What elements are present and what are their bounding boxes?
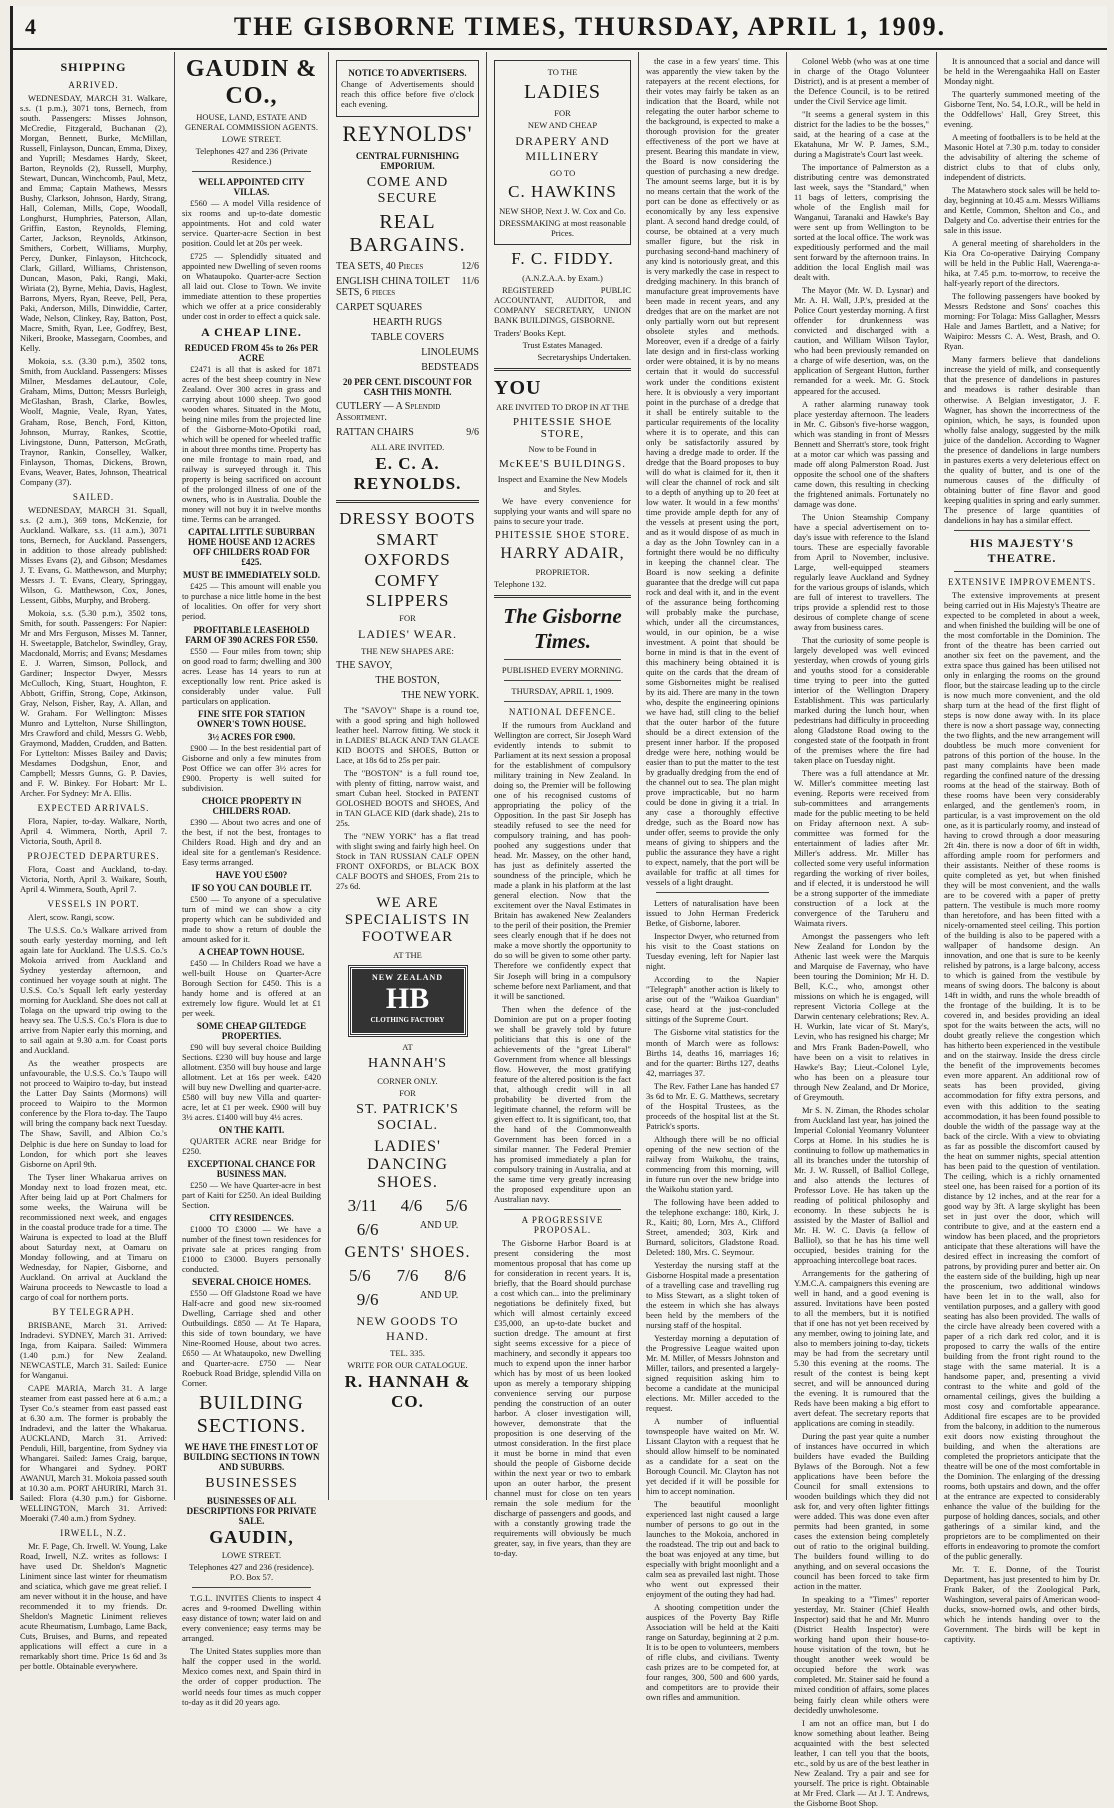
columns bbox=[13, 52, 1107, 1808]
ad-display-heading: WE ARE SPECIALISTS IN FOOTWEAR bbox=[344, 895, 471, 946]
price-row bbox=[336, 1196, 479, 1216]
article-text: During the past year quite a number of instances have occurred in which builders have evaded the Building Bylaws of the Borough. Not a few applications have been before the Council for small extensions to wooden buildings which they did not ask for, and very often lighter fittings were added. This was done even after permits had been granted, in some cases the extension being completely out of ratio to the original building. The builders found willing to do anything, and on several occasions the council has been forced to take firm action in the matter. bbox=[794, 1431, 929, 1592]
logo-text: NEW ZEALAND bbox=[371, 973, 444, 983]
ad-text: We have every convenience for supplying your wants and will spare no pains to secure your trade. bbox=[494, 496, 631, 527]
price: 5/6 bbox=[445, 1196, 468, 1216]
ad-firm-sub: HOUSE, LAND, ESTATE AND GENERAL COMMISSION AGENTS. bbox=[184, 112, 319, 132]
article-text: WEDNESDAY, MARCH 31. Walkare, s.s. (1 p.m.), 3071 tons, Bernech, from south. Passengers: Misses Johnson, McCredie, Fitzgerald, Buchanan (2), Morgan, Bennett, Burke, McMillan, Russell, Finlayson, Duncan, Emma, Dixey, and Yuprill; Mesdames Hardy, Skeet, Barton, Reynolds (2), Russell, Murphy, Stewart, Duncan, Winchcomb, Paul, Metz, and Emma; Captain Mathews, Messrs Bushy, Clarkson, Johnson, Hardy, Strang, Hall, Coleman, Mills, Cope, Woodall, Longhurst, Humphries, Paterson, Allan, Griffin, Easton, Reynolds, Fleming, Carter, Jackson, Reynolds, Atkinson, Smithers, Corbett, Williams, Murphy, Percy, Dunker, Finlayson, Hitchcock, Clark, Gillard, Williams, Christenson, Duncan, Mason, Paki, Rangi, Maki, Wiriata (2), Byrne, Mehia, Davis, Haglest, Barrons, Myers, Ryan, Reeve, Pell, Pera, Paki, Anderson, Mills, Dinwiddie, Carter, Wade, Nelson, Clinkey, Ray, Batton, Post, Macre, Smith, Ryan, Lee, Godfrey, Best, Nikeri, Brooke, Massegarn, Coombes, and Kelly. bbox=[20, 93, 167, 354]
ad-firm-name: PHITESSIE SHOE STORE. bbox=[495, 530, 630, 542]
ad-text: QUARTER ACRE near Bridge for £250. bbox=[182, 1136, 321, 1157]
article-heading: A PROGRESSIVE PROPOSAL. bbox=[521, 1214, 604, 1235]
item-line bbox=[336, 660, 479, 671]
price: 9/6 bbox=[356, 1290, 379, 1310]
column-shipping bbox=[13, 52, 175, 1672]
logo-text: HB bbox=[385, 982, 430, 1016]
article-text: According to the Napier "Telegraph" another action is likely to arise out of the "Waikoa Guardian" case, heard at the just-concluded sittings of the Supreme Court. bbox=[646, 974, 779, 1025]
divider bbox=[504, 701, 621, 702]
item-name: BEDSTEADS bbox=[421, 362, 479, 374]
price-line bbox=[336, 276, 479, 298]
ad-firm-name: GAUDIN, bbox=[209, 1527, 294, 1548]
ad-text: FOR bbox=[399, 613, 416, 624]
ad-text: The "NEW YORK" has a flat tread with slight swing and fairly high heel. On Stock in TAN RUSSIAN CALF OPEN FRONT OXFORDS, or BLACK BOX CALF BOOTS and SHOES, From 21s to 27s 6d. bbox=[336, 831, 479, 892]
notice-text: Change of Advertisements should reach this office before five o'clock each evening. bbox=[341, 79, 474, 110]
ad-text: The "SAVOY" Shape is a round toe, with a good spring and high hollowed leather heel. Narrow fitting. We stock it in LADIES' BLACK AND TAN GLACE KID BOOTS and SHOES, Button or Lace, at 18s 6d to 25s per pair. bbox=[336, 705, 479, 766]
ad-firm-name: REYNOLDS' bbox=[342, 121, 473, 147]
article-text: Inspector Dwyer, who returned from his visit to the Coast stations on Tuesday evening, left for Napier last night. bbox=[646, 931, 779, 972]
article-text: The United States supplies more than half the copper used in the world. Mexico comes next, and Spain third in the order of copper production. The world needs four times as much copper to-day as it did 20 years ago. bbox=[182, 1646, 321, 1707]
ad-text: THE NEW SHAPES ARE: bbox=[361, 646, 454, 657]
ad-heading: SOME CHEAP GILTEDGE PROPERTIES. bbox=[196, 1020, 307, 1041]
ad-heading: CITY RESIDENCES. bbox=[209, 1213, 294, 1224]
article-heading: NATIONAL DEFENCE. bbox=[508, 707, 617, 718]
column-news-3 bbox=[937, 52, 1107, 1645]
ad-text: REGISTERED PUBLIC ACCOUNTANT, AUDITOR, and COMPANY SECRETARY, UNION BANK BUILDINGS, GISBORNE. bbox=[494, 285, 631, 326]
article-text: That the curiosity of some people is largely developed was well evinced yesterday, when crowds of young girls and youths stood for a considerable time trying to peer into the gutted interior of the Wellington Drapery Establishment. This was particularly marked during the lunch hour, when pedestrians had difficulty in proceeding along Gladstone Road owing to the congested state of the footpath in front of the premises where the fire had taken place on Tuesday night. bbox=[794, 634, 929, 766]
divider bbox=[504, 1209, 621, 1210]
heading-telegraph: BY TELEGRAPH. bbox=[52, 1306, 135, 1317]
item-line bbox=[336, 690, 479, 701]
publication-note: PUBLISHED EVERY MORNING. bbox=[501, 665, 624, 676]
article-subheading: EXTENSIVE IMPROVEMENTS. bbox=[948, 576, 1096, 587]
heading-expected: EXPECTED ARRIVALS. bbox=[37, 803, 150, 814]
article-text: A general meeting of shareholders in the Kia Ora Co-operative Dairying Company will be held in the Public Hall, Waerenga-a-hika, at 7.45 p.m. to-morrow, to receive the half-yearly report of the directors. bbox=[944, 238, 1100, 289]
ad-text: GO TO bbox=[549, 168, 576, 178]
article-text: Alert, scow. Rangi, scow. bbox=[28, 912, 115, 923]
ad-firm-name: E. C. A. REYNOLDS. bbox=[353, 454, 462, 494]
column-news-1 bbox=[639, 52, 787, 1703]
clothing-factory-logo bbox=[349, 966, 467, 1036]
item-line bbox=[336, 362, 479, 373]
article-text: The Tyser liner Whakarua arrives on Monday next to load frozen meat, etc. After being laid up at Port Chalmers for some weeks, the Wairuna will be recommissioned next week, and engages in the coastal produce trade for a time. The Wairuna is expected to load at the Bluff about Saturday next, at Oamaru on Monday following, and at Timaru on Wednesday, for Napier, Gisborne, and Auckland. On arrival at Auckland the Wairuna proceeds to Newcastle to load a cargo of coal for northern ports. bbox=[20, 1171, 167, 1302]
article-text: BRISBANE, March 31. Arrived: Indradevi. SYDNEY, March 31. Arrived: Inga, from Kaipara. Sailed: Wimmera (1.40 p.m.) for New Zealand. NEWCASTLE, March 31. Sailed: Eunice for Wanganui. bbox=[20, 1319, 167, 1380]
article-text: Flora, Coast and Auckland, to-day. Victoria, North, April 3. Waikare, South, April 4. Wimmera, South, April 7. bbox=[20, 864, 167, 895]
ad-firm-name: GAUDIN & CO., bbox=[185, 56, 318, 109]
ad-text: £450 — In Childers Road we have a well-built House on Quarter-Acre Borough Section for £450. This is a handy home and is offered at an extremely low figure. Would let at £1 per week. bbox=[182, 957, 321, 1018]
ad-text: £390 — About two acres and one of the best, if not the best, frontages to Childers Road. High and dry and an ideal site for a gentleman's Residence. Easy terms arranged. bbox=[182, 816, 321, 867]
article-text: A number of influential townspeople have waited on Mr. W. Lissant Clayton with a request that he should allow himself to be nominated as a candidate for a seat on the Borough Council. Mr. Clayton has not yet decided if it will be possible for him to accept nomination. bbox=[646, 1416, 779, 1497]
ad-display-heading: DRESSY BOOTS bbox=[339, 509, 476, 529]
ad-firm-address: LOWE STREET. bbox=[221, 1550, 282, 1561]
column-gaudin-ad bbox=[175, 52, 329, 1707]
article-text: In speaking to a "Times" reporter yesterday, Mr. Stainer (Chief Health Inspector) said that he and Mr. Munro (District Health Inspector) were working hand upon their house-to-house visitation of the town, but he thought another week would be occupied before the work was completed. Mr. Stainer said he found a mixed condition of affairs, some places being fairly clean while others were decidedly unwholesome. bbox=[794, 1594, 929, 1715]
ad-display-heading: ST. PATRICK'S SOCIAL. bbox=[356, 1102, 459, 1134]
article-text: A rather alarming runaway took place yesterday afternoon. The leaders in Mr. C. Gibson's five-horse waggon, which was standing in front of Messrs Bennett and Sherratt's store, took fright at a motor car which was passing and made off along Palmerston Road. Just opposite the school one of the shafters came down, this resulting in checking the frightened animals. Fortunately no damage was done. bbox=[794, 398, 929, 509]
ad-text: £550 — Four miles from town; ship on good road to farm; dwelling and 300 acres. Lease has 14 years to run at exceptionally low rent. Price asked is considerably under value. Full particulars on application. bbox=[182, 645, 321, 706]
article-text: Amongst the passengers who left New Zealand for London by the Athenic last week were the Marquis and Marquise de Favernay, who have been touring the Dominion; Mr H. D. Bell, K.C., who, amongst other missions on which he is engaged, will represent Victoria College at the Darwin centenary celebrations; Rev. A. H. Wurkin, late vicar of St. Mary's, Levin, who has resigned his charge; Mr and Mrs Frank Baden-Powell, who have been on a visit to relatives in Hawke's Bay; Lieut.-Colonel Lyle, who has been on a pleasure tour through New Zealand, and Dr Morice, of Greymouth. bbox=[794, 931, 929, 1102]
ad-text: DRESSMAKING at most reasonable Prices. bbox=[499, 218, 626, 238]
ad-display-heading: COME AND SECURE bbox=[366, 175, 449, 207]
article-text: Yesterday morning a deputation of the Progressive League waited upon Mr. M. Miller, of Messrs Johnston and Miller, tailors, and presented a largely-signed requisition asking him to become a candidate at the municipal elections. Mr. Miller acceded to the request. bbox=[646, 1332, 779, 1414]
article-text: Arrangements for the gathering of Y.M.C.A. campaigners this evening are well in hand, and a good evening is assured. Invitations have been posted to all the members, but it is notified that if one has not yet been received by any member, owing to joining late, and also to members joining to-day, tickets may be had from the secretary until 5.30 this evening at the rooms. The result of the contest is being kept secret, and will be announced during the evening. It is rumoured that the Reds have been making a big effort to avert defeat. The secretary reports that applications are coming in steadily. bbox=[794, 1267, 929, 1429]
heading-arrived: ARRIVED. bbox=[68, 80, 119, 90]
article-heading: HIS MAJESTY'S THEATRE. bbox=[969, 535, 1075, 565]
ad-heading: FINE SITE FOR STATION OWNER'S TOWN HOUSE. bbox=[197, 708, 306, 729]
ad-text: FOR bbox=[399, 1088, 416, 1099]
item-name: THE SAVOY, bbox=[336, 660, 393, 672]
page-number: 4 bbox=[25, 14, 36, 39]
ad-display-heading: DRAPERY AND MILLINERY bbox=[515, 134, 610, 163]
price: 3/11 bbox=[347, 1196, 378, 1216]
masthead bbox=[13, 6, 1107, 50]
ad-display-heading: LADIES' DANCING SHOES. bbox=[367, 1138, 448, 1192]
ad-heading: SEVERAL CHOICE HOMES. bbox=[192, 1277, 311, 1288]
ad-text: AT THE bbox=[393, 950, 422, 961]
ad-subheading: 20 PER CENT. DISCOUNT FOR CASH THIS MONTH. bbox=[343, 377, 472, 398]
ad-text: ARE INVITED TO DROP IN AT THE bbox=[496, 402, 629, 413]
article-text: The Union Steamship Company have a special advertisement on to-day's issue with reference to the Island tours. These are especially favorable from April to November, inclusive. Large, well-equipped steamers regularly leave Auckland and Sydney for the various groups of islands, which are full of interest to travellers. The trips provide a splendid rest to those desirous of complete change of scene away from business cares. bbox=[794, 511, 929, 632]
article-text: A shooting competition under the auspices of the Poverty Bay Rifle Association will be held at the Kaiti range on Saturday, beginning at 2 p.m. It is to be open to volunteers, members of rifle clubs, and civilians. Twenty cash prizes are to be competed for, at four ranges, 300, 500 and 600 yards, and competitors are to provide their own rifles and ammunition. bbox=[646, 1602, 779, 1703]
ad-text: NEW AND CHEAP bbox=[527, 120, 598, 130]
heading-irwell: IRWELL, N.Z. bbox=[60, 1528, 127, 1539]
article-text: CAPE MARIA, March 31. A large steamer from east passed here at 6 a.m.; a Tyser Co.'s steamer from east passed east at 6.30 a.m. The former is probably the Indradevi, and the latter the Whakarua. AUCKLAND, March 31. Arrived: Penduli, Hill, bargentine, from Sydney via Whangarei. Sailed: James Craig, barque, for Whangarei and Sydney. PORT AWANUI, March 31. Mokoia passed south at 10.30 a.m. PORT AHURIRI, March 31. Sailed: Flora (4.30 p.m.) for Gisborne. WELLINGTON, March 31. Arrived: Moeraki (7.40 a.m.) from Sydney. bbox=[20, 1382, 167, 1524]
divider bbox=[954, 530, 1090, 531]
ad-firm-name: PHITESSIE SHOE STORE, bbox=[512, 416, 613, 441]
ad-heading: A CHEAP LINE. bbox=[201, 325, 302, 340]
ad-text: Now to be Found in bbox=[528, 444, 597, 455]
article-text: The Gisborne vital statistics for the month of March were as follows: Births 14, deaths 16, marriages 16; and for the quarter: Births 127, deaths 42, marriages 37. bbox=[646, 1027, 779, 1078]
ad-heading: CHOICE PROPERTY IN CHILDERS ROAD. bbox=[201, 795, 302, 816]
ad-subheading: CENTRAL FURNISHING EMPORIUM. bbox=[355, 151, 460, 172]
publication-date: THURSDAY, APRIL 1, 1909. bbox=[511, 686, 614, 697]
ad-text: TEL. 335. bbox=[390, 1348, 425, 1359]
ad-text: AT bbox=[402, 1042, 413, 1053]
ad-heading: EXCEPTIONAL CHANCE FOR BUSINESS MAN. bbox=[187, 1159, 316, 1180]
article-text: Then when the defence of the Dominion are put on a proper footing we shall be gravely told by future politicians that this is one of the achievements of the "great Liberal" Government from whence all blessings flow. However, the most gratifying feature of the altered position is the fact that, although credit will in all probability be diverted from the legitimate channel, the reform will be given effect to. It is significant, too, that the hand of the Commonwealth Government has been forced in a similar manner. The Federal Premier has promised immediately a plan for compulsory training in Australia, and at the same time very greatly increasing the proposed expenditure upon an Australian navy. bbox=[494, 1003, 631, 1204]
ad-heading: ON THE KAITI. bbox=[218, 1125, 285, 1136]
article-text: Yesterday the nursing staff at the Gisborne Hospital made a presentation of a travelling case and travelling rug to Miss Stewart, as a slight token of the esteem in which she has always been held by the members of the nursing staff of the hospital. bbox=[646, 1259, 779, 1330]
price-row bbox=[336, 1220, 479, 1240]
price-row bbox=[336, 1290, 479, 1310]
article-text: Mr S. N. Ziman, the Rhodes scholar from Auckland last year, has joined the Imperial Colonial Yeomanry Volunteer Corps at Home. In his studies he is continuing to follow up mathematics in all its branches under the tutorship of Mr. J. W. Russell, of Balliol College, and also attends the lectures of Professor Love. He has taken up the reading of political philosophy and economy. In these subjects he is assisted by the Master of Balliol and Mr. H. W. C. Davis (a fellow of Balliol), so that he has his time well occupied, besides training for the approaching intercollege boat races. bbox=[794, 1104, 929, 1265]
ad-subheading: 3½ ACRES FOR £900. bbox=[207, 731, 296, 742]
column-editorial bbox=[487, 52, 639, 1559]
ad-text: Inspect and Examine the New Models and Styles. bbox=[497, 474, 628, 495]
article-text: Mokoia, s.s. (3.30 p.m.), 3502 tons, Smith, from Auckland. Passengers: Misses Milner, Mesdames deLautour, Cole, Graham, Mims, Dutton; Messrs Burleigh, McGlashan, Brash, Clarke, Bowles, Woolf, Magnie, Veale, Ryan, Yates, Graham, Rose, Bench, Ford, Kitton, Johnson, Murray, Rankes, Scottie, Livingstone, Dunn, Patterson, McGrath, Traynor, Rankin, Conselley, Walker, Finlayson, Thomas, Dickens, Brown, Evans, Weaver, Bates, Johnson, Theatrical Company (37). bbox=[20, 356, 167, 487]
ad-display-heading: COMFY SLIPPERS bbox=[365, 571, 450, 611]
column-reynolds-hannah-ads bbox=[329, 52, 487, 1500]
item-line bbox=[336, 347, 479, 358]
article-text: Although there will be no official opening of the new section of the railway from Waikohu, the trains, commencing from this morning, will in future run over the new bridge into the Waikohu station yard. bbox=[646, 1133, 779, 1194]
article-text: The U.S.S. Co.'s Walkare arrived from south early yesterday morning, and left again late for Auckland. The U.S.S. Co.'s Mokoia arrived from Auckland and Sydney yesterday afternoon, and continued her voyage south at night. The U.S.S. Co.'s Squall left early yesterday morning for Auckland. She does not call at Tolaga on the upward trip owing to the heavy sea. The U.S.S. Co.'s Flora is due to arrive from Napier early this morning, and to sail again at 9.30 a.m. for Coast ports and Auckland. bbox=[20, 925, 167, 1056]
article-text: Mr. F. Page, Ch. Irwell. W. Young, Lake Road, Irwell, N.Z. writes as follows: I have used Dr. Sheldon's Magnetic Liniment since last winter for rheumatism and sciatica, which gave me great relief. I am never without it in the house, and have recommended it to my friends. Dr. Sheldon's Magnetic Liniment relieves acute Rheumatism, Lumbago, Lame Back, Cuts, Bruises, and Burns, and repeated applications will effect a cure in a remarkably short time. Price 1s 6d and 3s per bottle. Obtainable everywhere. bbox=[20, 1541, 167, 1672]
item-name: TEA SETS, 40 Pieces bbox=[336, 261, 424, 273]
article-text: The Mayor (Mr. W. D. Lysnar) and Mr. A. H. Wall, J.P.'s, presided at the Police Court yesterday morning. A first offender for drunkenness was convicted and discharged with a caution, and William Wilson Taylor, who had been previously remanded on a charge of wife desertion, was, on the application of Sergeant Hutton, further remanded for a week. Mr. G. Stock appeared for the accused. bbox=[794, 285, 929, 396]
ad-text: £725 — Splendidly situated and appointed new Dwelling of seven rooms on Whataupoko. Quarter-acre Section all laid out. Close to Town. We invite immediate attention to these properties which we offer at a price considerably under cost in order to effect a quick sale. bbox=[182, 251, 321, 322]
ad-text: The "BOSTON" is a full round toe, with plenty of fitting, narrow waist, and smart Cuban heel. Stocked in PATENT GOLOSHED BOOTS and SHOES, And in TAN GLACE KID (dark shade), 21s to 25s. bbox=[336, 768, 479, 829]
ad-text: Telephone 132. bbox=[494, 579, 547, 590]
article-text: the case in a few years' time. This was apparently the view taken by the ratepayers at the recent elections, for their votes may fairly be taken as an indication that the Board, while not relegating the outer harbor scheme to the background, is expected to make a thorough provision for the greater effectiveness of the port we have at present. Bearing this mandate in view, the Board is now considering the question of purchasing a new dredge. The amount seems large, but it is by no means certain that the work of the port can be done as effectively or as economically by any less expensive plant. A second hand dredge could, of course, be obtained at a very much smaller figure, but the risk in purchasing second-hand machinery of any kind is notoriously great, and this is very markedly the case in respect to dredging machinery. In this branch of manufacture great improvements have been made in recent years, and any dredges that are on the market are not only partially worn out but represent obsolete styles and methods. Moreover, even if a dredge of a fairly late design and in first-class working order were obtained, it is by no means certain that it would do successful work under the conditions existent here. It is obviously a very important point in the purchase of a dredge that it shall be entirely suitable to the particular requirements of the locality where it is to operate, and this can only be satisfactorily assured by having a dredge made to order. If the dredge that the Board proposes to buy will do what is claimed for it, then it will clear the channel of rock and silt to a depth of anything up to 20 feet at low water. It would in a few months' time provide ample depth for any of the vessels at present using the port, and as it would dispose of as much in a day as the John Townley can in a fortnight there would be no difficulty in keeping the channel clear. The Board is now seeking a definite guarantee that the dredge will cut papa rock and deal with it, and in the event of the assurance being forthcoming will probably make the purchase, which, under all the circumstances, would, in our opinion, be a wise investment. A point that should be borne in mind is that in the event of this machinery being obtained it is quite on the cards that the dream of some Gisborneites might be realised by its aid. There are many in the town who, despite the engineering opinions we have had, still cling to the belief that the outer harbor of the future should be a direct extension of the present inner harbor. If the proposed dredge were here, nothing would be easier than to put the matter to the test by gradually dredging from the end of the channel out to sea. The plan might prove impracticable, but no harm could be done in giving it a trial. In any case a thoroughly effective dredge, such as the Board now has under offer, seems to provide the only means of giving to shippers and the public the assurance they have a right to expect, namely, that the port will be available for traffic at all times for vessels of a light draught. bbox=[646, 56, 779, 888]
article-text: The following have been added to the telephone exchange: 180, Kirk, J. R., Kaiti; 80, Lorn, Mrs A., Clifford Street, amended; 303, Kirk and Burnard, solicitors, Gladstone Road. Deleted: 180, Mrs. C. Seymour. bbox=[646, 1196, 779, 1257]
ad-heading: PROFITABLE LEASEHOLD FARM OF 390 ACRES FOR £550. bbox=[185, 624, 318, 645]
article-text: There was a full attendance at Mr. W. Miller's committee meeting last evening. Reports were received from sub-committees and arrangements made for the public meeting to be held on Friday afternoon next. A sub-committee was formed for the entertainment of ladies after Mr. Miller's address. Mr. Miller has collected some very useful information regarding the working of river boiles, and if elected, it is understood he will be a strong supporter of the immediate construction of a lock at the convergence of the Taruheru and Waimata rivers. bbox=[794, 768, 929, 929]
ad-display-heading: SMART OXFORDS bbox=[364, 530, 451, 570]
item-price: 11/6 bbox=[461, 276, 479, 288]
ad-text: NEW SHOP, Next J. W. Cox and Co. bbox=[499, 206, 626, 216]
newspaper-masthead: The Gisborne Times. bbox=[503, 604, 622, 654]
ad-display-heading: NEW GOODS TO HAND. bbox=[356, 1314, 459, 1344]
item-name: HEARTH RUGS bbox=[372, 317, 443, 329]
item-line bbox=[336, 302, 479, 313]
ad-subheading: IF SO YOU CAN DOUBLE IT. bbox=[191, 882, 312, 893]
article-text: The beautiful moonlight experienced last night caused a large number of persons to go out in the launches to the Mokoia, anchored in the roadstead. The trip out and back to the boat was enjoyed at any time, but especially with bright moonlight and a calm sea as prevailed last night. Those who went out expressed their enjoyment of the outing they had had. bbox=[646, 1499, 779, 1600]
article-text: Mr. T. E. Donne, of the Tourist Department, has just presented to him by Dr. Frank Baker, of the Zoological Park, Washington, several pairs of American wood-ducks, snow-horned owls, and other birds, which he intends handing over to the Government. The birds will be kept in captivity. bbox=[944, 1564, 1100, 1645]
ad-text: ALL ARE INVITED. bbox=[370, 442, 445, 453]
article-text: The Rev. Father Lane has handed £7 3s 6d to Mr. E. G. Matthews, secretary of the Hospital Trustees, as the proceeds of the hospital list at the St. Patrick's sports. bbox=[646, 1080, 779, 1131]
ad-firm-name: C. HAWKINS bbox=[508, 182, 617, 201]
ad-display-heading: REAL BARGAINS. bbox=[349, 211, 466, 257]
logo-text: CLOTHING FACTORY bbox=[370, 1016, 445, 1025]
divider bbox=[494, 595, 631, 598]
item-name: ENGLISH CHINA TOILET SETS, 6 pieces bbox=[336, 276, 450, 299]
article-text: Many farmers believe that dandelions increase the yield of milk, and consequently that the presence of dandelions in pastures and meadows is rather desirable than otherwise. A Belgian investigator, J. F. Wagner, has shown the incorrectness of the opinion, which, he says, is founded upon wholly false analogy, suggested by the milk juice of the dandelion. According to Wagner the presence of dandelions in large numbers in pastures exerts a very deleterious effect on the quality of butter, and is one of the numerous causes of the difficulty of obtaining butter of fine flavor and good keeping qualities in spring and early summer. The presence of large quantities of dandelions in hay has a similar effect. bbox=[944, 354, 1100, 525]
ad-text: Trust Estates Managed. bbox=[522, 340, 603, 351]
article-text: Colonel Webb (who was at one time in charge of the Otago Volunteer District), and is at present a member of the Defence Council, is to be retired under the Civil Service age limit. bbox=[794, 56, 929, 107]
ad-heading: A CHEAP TOWN HOUSE. bbox=[198, 946, 305, 957]
ad-text: T.G.L. INVITES Clients to inspect 4 acres and 9-roomed Dwelling within easy distance of town; water laid on and every convenience; easy terms may be arranged. bbox=[182, 1593, 321, 1644]
divider bbox=[504, 659, 621, 660]
page-title: THE GISBORNE TIMES, THURSDAY, APRIL 1, 1909. bbox=[233, 12, 947, 41]
item-line bbox=[336, 332, 479, 343]
newspaper-page bbox=[10, 6, 1107, 1808]
divider bbox=[192, 1587, 311, 1588]
ad-firm-name: F. C. FIDDY. bbox=[511, 249, 614, 268]
item-name: TABLE COVERS bbox=[370, 332, 445, 344]
column-news-2 bbox=[787, 52, 937, 1808]
ad-heading: HAVE YOU £500? bbox=[215, 869, 288, 880]
ad-text: WRITE FOR OUR CATALOGUE. bbox=[347, 1360, 468, 1371]
article-text: A meeting of footballers is to be held at the Masonic Hotel at 7.30 p.m. today to consider the advisability of altering the scheme of district clubs to that of clubs only, independent of districts. bbox=[944, 132, 1100, 183]
article-text: The Matawhero stock sales will be held to-day, beginning at 10.45 a.m. Messrs Williams and Kettle, Common, Shelton and Co., and Dalgety and Co. advertise their entries for the sale in this issue. bbox=[944, 185, 1100, 236]
price-note: AND UP. bbox=[419, 1220, 459, 1232]
ad-display-heading: BUSINESSES bbox=[205, 1476, 298, 1492]
item-name: CUTLERY — A Splendid Assortment. bbox=[336, 401, 441, 424]
article-text: The Gisborne Harbor Board is at present considering the most momentous proposal that has come up for consideration in recent years. It is, briefly, that the Board should purchase a cost which can... into the preliminary negotiations be definitely fixed, but which will almost certainly exceed £35,000, an up-to-date bucket and suction dredge. The amount at first sight seems excessive for a piece of machinery, and secondly it appears too much to expend upon the inner harbor which has by most of us been looked upon as merely a temporary shipping convenience serving our purpose pending the construction of an outer harbor. A closer investigation will, however, demonstrate that the proposition is one deserving of the utmost consideration. In the first place it must be borne in mind that even should the people of Gisborne decide within the next year or two to embark upon an outer harbor, the present channel must for close on ten years remain the sole medium for the discharge of passengers and goods, and with a constantly growing trade the requirements will obviously be much greater, say, in five years, than they are to-day. bbox=[494, 1237, 631, 1559]
ad-display-heading: LADIES bbox=[523, 81, 602, 103]
item-price: 12/6 bbox=[461, 261, 479, 273]
item-name: LINOLEUMS bbox=[421, 347, 479, 359]
ad-text: CORNER ONLY. bbox=[377, 1076, 438, 1087]
price: 5/6 bbox=[348, 1266, 371, 1286]
ad-text: £250 — We have Quarter-acre in best part of Kaiti for £250. An ideal Building Section. bbox=[182, 1180, 321, 1211]
divider bbox=[494, 368, 631, 371]
ad-firm-name: HANNAH'S bbox=[368, 1056, 447, 1072]
ad-subheading: MUST BE IMMEDIATELY SOLD. bbox=[182, 570, 321, 581]
article-text: The following passengers have booked by Messrs Redstone and Sons' coaches this morning: For Tolaga: Miss Gallagher, Messrs Hale and James Bartlett, and a Native; for Waipiro: Messrs C. A. West, Brash, and O. Ryan. bbox=[944, 291, 1100, 352]
article-text: The extensive improvements at present being carried out in His Majesty's Theatre are expected to be completed in about a week, and when finished the building will be one of the most comfortable in the Dominion. The front of the theatre has been carried out another six feet on the pavement, and the extra space thus gained has been utilised not only in enlarging the rooms on the ground floor, but the staircase leading up to the circle is now much more convenient, and the old sharp turn at the head of the first flight of steps is now done away with. In its place there is now a short passage way, connecting the two flights, and the new arrangement will doubtless be much more convenient for patrons of this portion of the house. In the past many complaints have been made regarding the confined nature of the dressing rooms at the head of the stairway. Both of these rooms have been very considerably enlarged, and the gentlemen's room, in particular, is a vast improvement on the old one, as it is particularly roomy, and instead of having to crowd through a door measuring 2ft 4in. there is now a door of 6ft in width, affording ample room for performers and their assistants. Neither of these rooms is quite completed as yet, but when finished they will be most convenient, and the walls are to be covered with a paper of pretty pattern. The vestibule is much more roomy than heretofore, and has been fitted with a nicely-ornamented steel ceiling. This portion of the building is also to be papered with a wallpaper of handsome design. An innovation, and one that is sure to be keenly relished by patrons, is a large balcony, access to which is gained from the vestibule by means of swing doors. The balcony is about 14ft in width, and runs the whole breadth of the frontage of the building. It is to be covered in, and besides providing an ideal spot for the waits between the acts, will no doubt greatly relieve the congestion which has hitherto been experienced in the vestibule and on the stairway. Inside the dress circle the benefit of the improvements becomes even more apparent. An additional row of seats has been provided, giving accommodation for fifty extra persons, and even with this addition to the seating accommodation, it has been found possible to double the width of the passage way at the back of the circle. With a view to obviating as far as possible the discomfort caused by the heat on summer nights, special attention has been paid to the question of ventilation. The ceiling, which is a richly ornamented steel one, has been raised for a portion of its distance by 12 inches, and at the rear for a good way by 3ft. A large skylight has been set in just over the door, which will contribute to give, and at the eastern end a window has been placed, and the proprietors anticipate that these alterations will have the desired effect in increasing the comfort of patrons, by providing purer and better air. On the eastern side of the building, high up near the proscenium, two additional windows have been let in to the wall, also for ventilation purposes, and a gallery with good seating has also been provided. The walls of the circle have already been covered with a paper of a rich dark red color, and it is proposed to carry the walls of the entire building from the front right round to the stage with the same material. It is a handsome paper, and, presenting a vivid contrast to the white and gold of the ornamental ceilings, gives the building a most cosy and comfortable appearance. Additional fire escapes are to be provided from the balcony, in addition to the numerous exit doors now existing throughout the building, and when the alterations are completed the proprietors anticipate that the theatre will be one of the most comfortable in the Dominion. The enlarging of the dressing rooms, both upstairs and down, and the offer at the entrance are expected to considerably enhance the value of the building for the purpose of holding dances, socials, and other gatherings of a similar kind, and the proprietors are to be complimented on their efforts in endeavoring to promote the comfort of the public generally. bbox=[944, 589, 1100, 1562]
ad-text: (A.N.Z.A.A. by Exam.) bbox=[522, 273, 603, 283]
divider bbox=[192, 171, 311, 172]
article-text: "It seems a general system in this district for the ladies to be the bosses," said, at the hearing of a case at the Ekatahuna, Mr W. P. James, S.M., during a Magistrate's Court last week. bbox=[794, 109, 929, 160]
price: 8/6 bbox=[444, 1266, 466, 1286]
item-price: 9/6 bbox=[466, 427, 479, 439]
ad-display-heading: BUILDING SECTIONS. bbox=[196, 1392, 307, 1438]
heading-shipping: SHIPPING bbox=[60, 60, 127, 74]
ad-display-heading: McKEE'S BUILDINGS. bbox=[499, 458, 626, 471]
ad-firm-telephone: Telephones 427 and 236 (Private Residence.) bbox=[195, 146, 308, 166]
article-text: If the rumours from Auckland and Wellington are correct, Sir Joseph Ward evidently intends to submit to Parliament at its next session a proposal for the establishment of compulsory military training in New Zealand. In doing so, the Premier will be following one of his recognised customs of appropriating the policy of the Opposition. In the past Sir Joseph has steadily refused to see the need for compulsory training, and has pooh-poohed any suggestions under that head. Mr. Massey, on the other hand, has just as definitely asserted the soundness of the principle, which he made a plank in his platform at the last general election. Now that the excitement over the Naval Estimates in Britain has awakened New Zealanders to the peril of their position, the Premier sees clearly enough that if he does not make a move shortly the opportunity to do so will be given to some other party. Therefore we confidently expect that Sir Joseph will bring in a compulsory scheme before next Parliament, and that it will be sanctioned. bbox=[494, 720, 631, 1001]
item-line bbox=[336, 317, 479, 328]
price-note: AND UP. bbox=[419, 1290, 459, 1302]
item-name: CARPET SQUARES bbox=[336, 302, 423, 314]
ad-text: FOR bbox=[554, 108, 571, 118]
ad-subheading: BUSINESSES OF ALL DESCRIPTIONS FOR PRIVATE SALE. bbox=[186, 1496, 317, 1527]
price-row bbox=[336, 1266, 479, 1286]
ad-text: £550 — Off Gladstone Road we have Half-acre and good new six-roomed Dwelling, Carriage shed and other Outbuildings. £850 — At Te Hapara, this side of town boundary, we have Nine-Roomed House, about two acres. £650 — At Whataupoko, new Dwelling and Quarter-acre. £750 — Near Roebuck Road Bridge, splendid Villa on Corner. bbox=[182, 1288, 321, 1389]
price-line bbox=[336, 261, 479, 272]
article-text: Flora, Napier, to-day. Walkare, North, April 4. Wimmera, North, April 7. Victoria, South, April 8. bbox=[20, 816, 167, 847]
ad-heading: CAPITAL LITTLE SUBURBAN HOME HOUSE AND 12 ACRES OFF CHILDERS ROAD FOR £425. bbox=[187, 527, 316, 568]
divider bbox=[656, 892, 769, 893]
ad-text: £500 — To anyone of a speculative turn of mind we can show a city property which can be subdivided and made to show a return of double the amount asked for it. bbox=[182, 893, 321, 944]
ad-text: £425 — This amount will enable you to purchase a nice little home in the best of localities. On offer for very short period. bbox=[182, 581, 321, 622]
article-text: The importance of Palmerston as a distributing centre was demonstrated last week, says the "Standard," when 11 bags of letters, comprising the whole of the English mail for Wanganui, Taranaki and Hawke's Bay were sent up from Wellington to be sorted at the local office. The work was expeditiously performed and the mail sent forward by the afternoon trains. In addition the local English mail was dealt with. bbox=[794, 162, 929, 283]
article-text: Letters of naturalisation have been issued to John Herman Frederick Betke, of Gisborne, laborer. bbox=[646, 898, 779, 929]
ad-text: £2471 is all that is asked for 1871 acres of the best sheep country in New Zealand. Over 300 acres in grass and carrying about 1000 sheep. Two good wooden whares. Situated in the Motu, being nine miles from the projected line of the Gisborne-Moto-Opotiki road, which will be opened for wheeled traffic in about three months time. Property has one mile frontage to main road, and railway is surveyed through it. This property is being sacrificed on account of the prolonged illness of one of the owners, who is in Australia. Double the money will not buy it in twelve months time. Terms can be arranged. bbox=[182, 364, 321, 525]
divider bbox=[504, 680, 621, 681]
ad-text: TO THE bbox=[547, 67, 578, 77]
heading-sailed: SAILED. bbox=[72, 491, 115, 502]
ad-text: £1000 TO £3000 — We have a number of the finest town residences for private sale at prices ranging from £1000 to £3000. Buyers personally conducted. bbox=[182, 1224, 321, 1275]
price: 4/6 bbox=[400, 1196, 423, 1216]
divider bbox=[954, 571, 1090, 572]
ad-subheading: WE HAVE THE FINEST LOT OF BUILDING SECTIONS IN TOWN AND SUBURBS. bbox=[183, 1442, 320, 1473]
price: 6/6 bbox=[356, 1220, 379, 1240]
item-name: RATTAN CHAIRS bbox=[336, 427, 414, 439]
article-text: WEDNESDAY, MARCH 31. Squall, s.s. (2 a.m.), 369 tons, McKenzie, for Auckland. Walkare, s.s. (11 a.m.), 3071 tons, Bernech, for Auckland. Passengers, in addition to those already published: Misses Evans (2), and Gibson; Mesdames J. T. Evans, G. Matthewson, and Murphy; Messrs J. T. Evans, Cleary, Springgay, Wilson, G. Matthewson, Cox, Jones, Lessent, Gibbs, Murphy, and Broberg. bbox=[20, 504, 167, 605]
ad-firm-telephone: Telephones 427 and 236 (residence). P.O. Box 57. bbox=[189, 1562, 314, 1583]
ad-text: PROPRIETOR. bbox=[535, 567, 590, 578]
ad-firm-name: R. HANNAH & CO. bbox=[344, 1372, 471, 1412]
heading-projected: PROJECTED DEPARTURES. bbox=[27, 851, 160, 862]
notice-heading: NOTICE TO ADVERTISERS. bbox=[348, 68, 467, 78]
ad-subheading: REDUCED FROM 45s to 26s PER ACRE bbox=[184, 343, 319, 364]
ad-heading: WELL APPOINTED CITY VILLAS. bbox=[198, 177, 305, 197]
item-line bbox=[336, 401, 479, 423]
article-text: The quarterly summoned meeting of the Gisborne Tent, No. 54, I.O.R., will be held in the Oddfellows' Hall, Grey Street, this evening. bbox=[944, 89, 1100, 130]
price-line bbox=[336, 427, 479, 438]
ad-text: Secretaryships Undertaken. bbox=[537, 352, 631, 363]
item-name: THE BOSTON, bbox=[375, 675, 440, 687]
article-text: It is announced that a social and dance will be held in the Werengaahika Hall on Easter Monday night. bbox=[944, 56, 1100, 87]
notice-box bbox=[336, 60, 479, 117]
ad-display-heading: LADIES' WEAR. bbox=[358, 627, 457, 642]
ad-text: Traders' Books Kept. bbox=[494, 328, 566, 339]
price: 7/6 bbox=[396, 1266, 419, 1286]
hawkins-ad bbox=[494, 60, 631, 245]
article-text: Mokoia, s.s. (5.30 p.m.), 3502 tons, Smith, for south. Passengers: For Napier: Mr and Mrs Ferguson, Misses M. Tanner, H. Sweetapple, Batchelor, Swindley, Gray, Macdonald, Morris; and Evans; Mesdames E. J. Warren, Simson, Pollock, and Gardiner; Inspector Dwyer, Messrs McCulloch, King, Stuart, Houghton, F. Abbott, Griffin, Strong, Cope, Atkinson, Gray, Nelson, Fisher, Ray, A. Allan, and W. Graham. For Wellington: Misses Munro and Lyttelton, Nurse Shillington, Mrs Crawford and child, Messrs G. Webb, Graymond, Madden, Crudden, and Batten. For Lyttelton: Misses Bailey and Davis; Mesdames Dodgshun, Enor, and Campbell; Messrs Gunns, G. P. Davies, and F. W. Binkey. For Hobart: Mr L. Archer. For Sydney: Mr A. Ellis. bbox=[20, 607, 167, 799]
ad-firm-name: HARRY ADAIR, bbox=[500, 545, 625, 563]
article-text: As the weather prospects are unfavourable, the U.S.S. Co.'s Taupo will not proceed to Waipiro to-day, but instead the Latter Day Saints (Mormons) will proceed to Waipiro to the Mormon conference by the Flora to-day. The Taupo will bring the company back next Tuesday. The Shaw, Savill, and Albion Co.'s Delphic is due here on Sunday to load for London, for which port she leaves Gisborne on April 9th. bbox=[20, 1058, 167, 1169]
ad-text: £900 — In the best residential part of Gisborne and only a few minutes from Post Office we can offer 3½ acres for £900. Property is well suited for subdivision. bbox=[182, 742, 321, 793]
ad-display-heading: GENTS' SHOES. bbox=[344, 1244, 471, 1262]
ad-text: £90 will buy several choice Building Sections. £230 will buy house and large allotment. £350 will buy house and large allotment. Let at 16s per week. £420 will buy new Dwelling and quarter-acre. £580 will buy new Villa and quarter-acre, let at £1 per week. £900 will buy 3½ acres. £1400 will buy 4½ acres. bbox=[182, 1041, 321, 1123]
divider bbox=[336, 500, 479, 503]
heading-vessels: VESSELS IN PORT. bbox=[47, 899, 140, 910]
ad-display-heading: YOU bbox=[494, 377, 542, 400]
item-name: THE NEW YORK. bbox=[401, 690, 479, 702]
article-text: I am not an office man, but I do know something about leather. Being acquainted with the best selected leather, I can tell you that the boots, etc., sold by us are of the best leather in New Zealand. Try a pair and see for yourself. The price is right. Obtainable at Mr Fred. Clark — At J. T. Andrews, the Gisborne Boot Shop. bbox=[794, 1717, 929, 1808]
ad-text: £560 — A model Villa residence of six rooms and up-to-date domestic appointments. Hot and cold water service. Quarter-acre Section in best position. Could let at 20s per week. bbox=[182, 198, 321, 249]
ad-firm-address: LOWE STREET. bbox=[221, 134, 282, 144]
item-line bbox=[336, 675, 479, 686]
